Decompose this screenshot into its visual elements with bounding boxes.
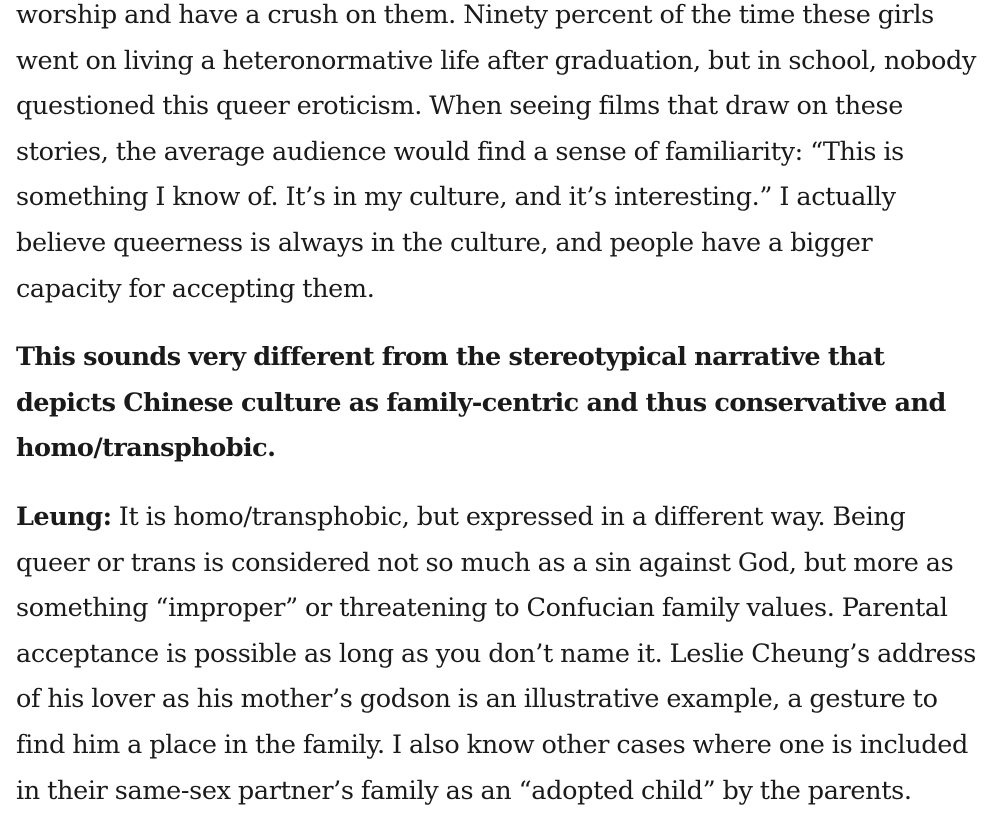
answer-paragraph-continued: worship and have a crush on them. Ninety percent of the time these girls went on living a heteronormative life after graduation, but in school, nobody questioned this queer eroticism. When seeing films that draw on these stories, the average audience would find a sense of familiarity: “This is something I know of. It’s in my culture, and it’s interesting.” I actually believe queerness is always in the culture, and people have a bigger capacity for accepting them. — [16, 0, 977, 304]
interview-answer — [16, 495, 981, 814]
answer-text: It is homo/transphobic, but expressed in a different way. Being queer or trans is considered not so much as a sin against God, but more as something “improper” or threatening to Confucian family values. Parental acceptance is possible as long as you don’t name it. Leslie Cheung’s address of his lover as his mother’s godson is an illustrative example, a gesture to find him a place in the family. I also know other cases where one is included in their same-sex partner’s family as an “adopted child” by the parents. — [16, 501, 976, 806]
article-body — [16, 0, 981, 814]
speaker-name: Leung: — [16, 501, 112, 532]
interview-question: This sounds very different from the stereotypical narrative that depicts Chinese culture as family-centric and thus conservative and homo/transphobic. — [16, 342, 946, 464]
